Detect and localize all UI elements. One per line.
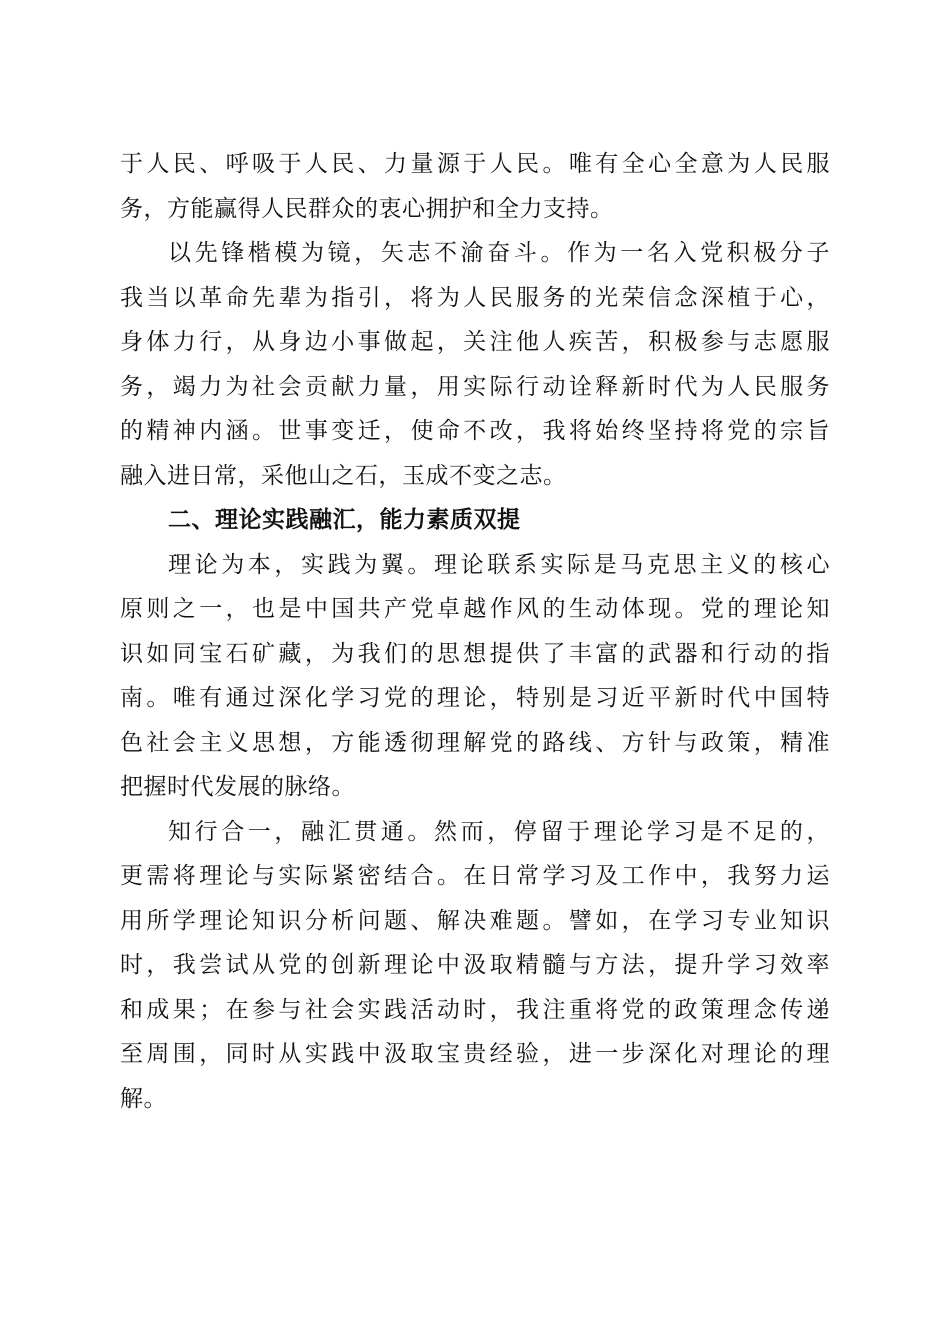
text-line: 务，竭力为社会贡献力量，用实际行动诠释新时代为人民服务 — [120, 373, 830, 400]
text-line: 务，方能赢得人民群众的衷心拥护和全力支持。 — [120, 195, 614, 222]
text-line: 用所学理论知识分析问题、解决难题。譬如，在学习专业知识 — [120, 907, 830, 934]
text-line: 识如同宝石矿藏，为我们的思想提供了丰富的武器和行动的指 — [120, 640, 830, 667]
text-line: 和成果；在参与社会实践活动时，我注重将党的政策理念传递 — [120, 996, 830, 1023]
document-body — [120, 142, 830, 1121]
paragraph-pioneer-model — [120, 231, 830, 498]
text-line: 于人民、呼吸于人民、力量源于人民。唯有全心全意为人民服 — [120, 151, 830, 177]
text-line: 原则之一，也是中国共产党卓越作风的生动体现。党的理论知 — [120, 596, 830, 622]
text-line: 至周围，同时从实践中汲取宝贵经验，进一步深化对理论的理 — [120, 1041, 830, 1067]
text-line: 以先锋楷模为镜，矢志不渝奋斗。作为一名入党积极分子 — [168, 240, 830, 266]
text-line: 的精神内涵。世事变迁，使命不改，我将始终坚持将党的宗旨 — [120, 418, 830, 444]
paragraph-knowledge-action — [120, 810, 830, 1122]
text-line: 理论为本，实践为翼。理论联系实际是马克思主义的核心 — [168, 551, 830, 578]
paragraph-theory-practice — [120, 543, 830, 810]
text-line: 融入进日常，采他山之石，玉成不变之志。 — [120, 462, 567, 489]
text-line: 更需将理论与实际紧密结合。在日常学习及工作中，我努力运 — [120, 863, 830, 889]
text-line: 南。唯有通过深化学习党的理论，特别是习近平新时代中国特 — [120, 685, 830, 711]
text-line: 我当以革命先辈为指引，将为人民服务的光荣信念深植于心， — [120, 284, 830, 311]
section-heading: 二、理论实践融汇，能力素质双提 — [168, 507, 521, 533]
text-line: 知行合一，融汇贯通。然而，停留于理论学习是不足的， — [168, 818, 830, 845]
text-line: 时，我尝试从党的创新理论中汲取精髓与方法，提升学习效率 — [120, 952, 830, 978]
text-line: 把握时代发展的脉络。 — [120, 774, 355, 800]
text-line: 色社会主义思想，方能透彻理解党的路线、方针与政策，精准 — [120, 729, 830, 756]
text-line: 解。 — [120, 1085, 167, 1112]
text-line: 身体力行，从身边小事做起，关注他人疾苦，积极参与志愿服 — [120, 329, 830, 355]
paragraph-continuation — [120, 142, 830, 231]
